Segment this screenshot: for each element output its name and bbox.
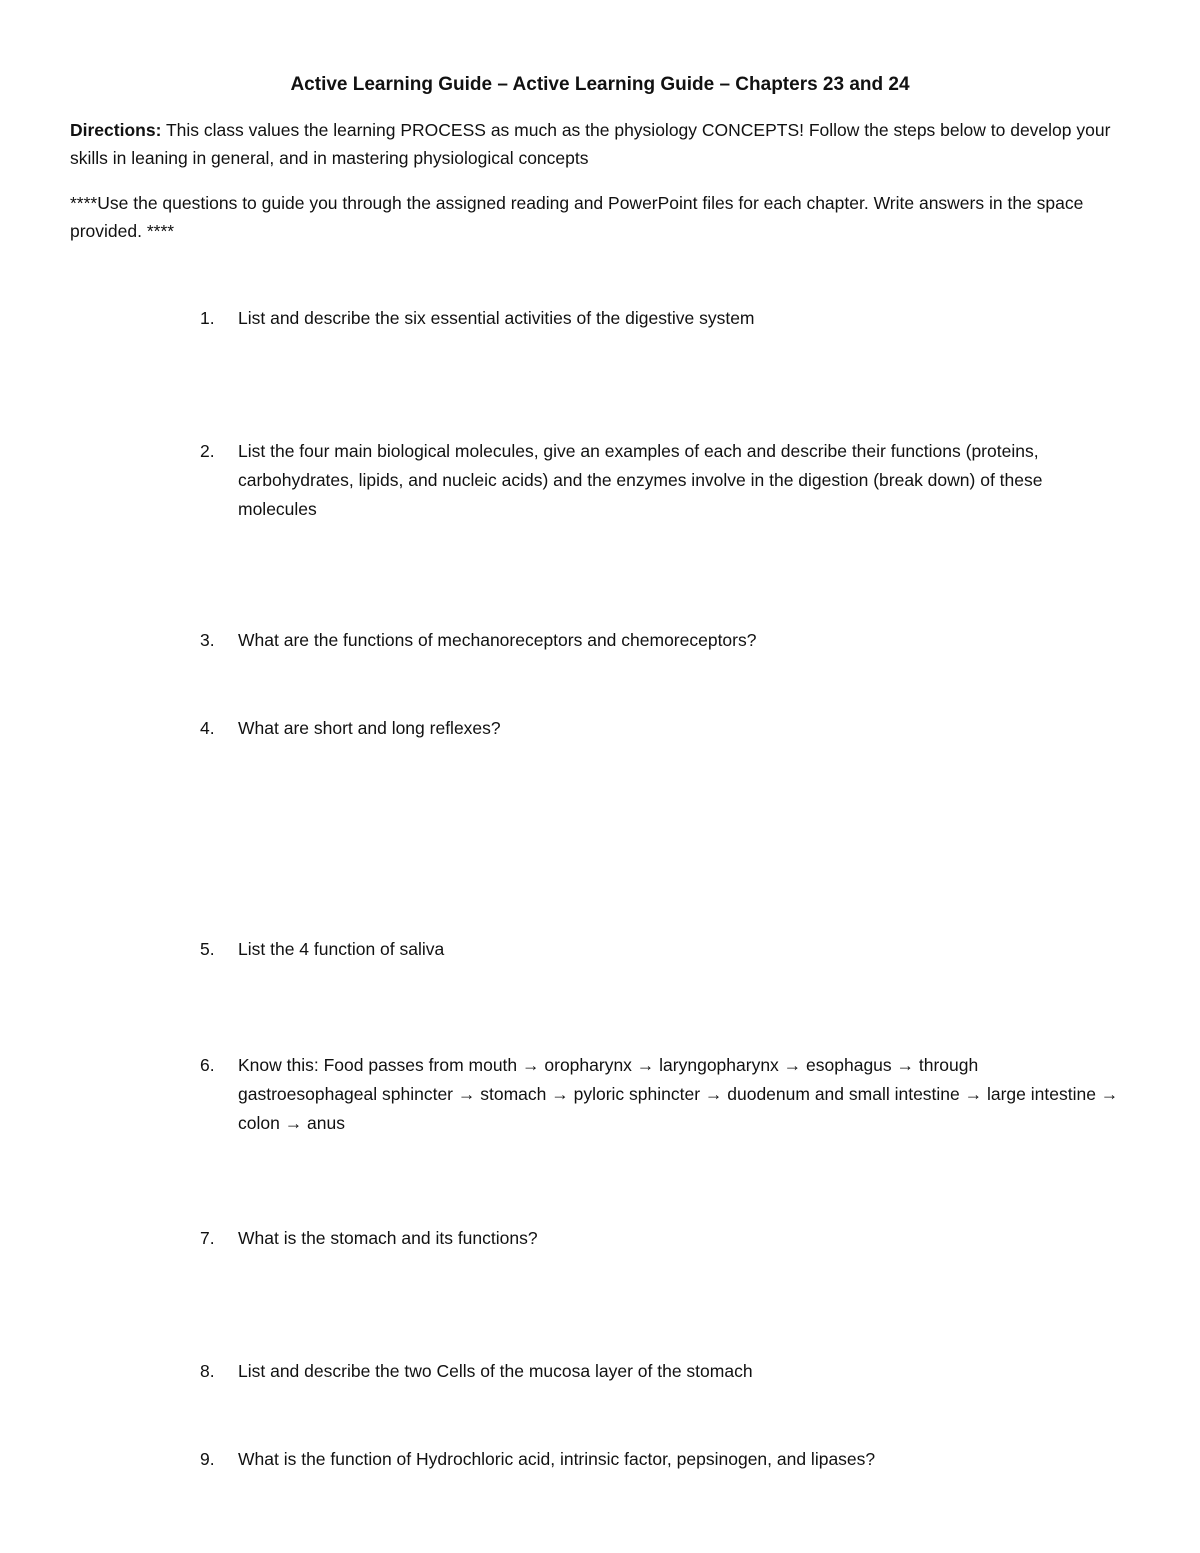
question-number: 9. bbox=[200, 1449, 215, 1469]
instructions-paragraph: ****Use the questions to guide you through the assigned reading and PowerPoint files for each chapter. Write answers in the space provided. **** bbox=[70, 193, 1084, 241]
question-item-5 bbox=[200, 935, 1120, 964]
question-text: What is the function of Hydrochloric acid, intrinsic factor, pepsinogen, and lipases? bbox=[238, 1449, 876, 1469]
directions-label: Directions: bbox=[70, 120, 162, 140]
question-text: What are the functions of mechanoreceptors and chemoreceptors? bbox=[238, 630, 757, 650]
question-item-9 bbox=[200, 1445, 1120, 1474]
question-number: 3. bbox=[200, 630, 215, 650]
directions-paragraph bbox=[70, 116, 1130, 172]
question-number: 7. bbox=[200, 1228, 215, 1248]
question-item-2 bbox=[200, 437, 1120, 524]
question-item-3 bbox=[200, 626, 1120, 655]
question-item-6 bbox=[200, 1051, 1120, 1138]
question-number: 4. bbox=[200, 718, 215, 738]
question-text: List and describe the six essential activities of the digestive system bbox=[238, 308, 755, 328]
question-number: 8. bbox=[200, 1361, 215, 1381]
question-text: List the 4 function of saliva bbox=[238, 939, 445, 959]
question-item-7 bbox=[200, 1224, 1120, 1253]
question-text: List the four main biological molecules, give an examples of each and describe their functions (proteins, carbohydrates, lipids, and nucleic acids) and the enzymes involve in the digestion (break down) of these molecules bbox=[238, 441, 1043, 519]
directions-text: This class values the learning PROCESS as much as the physiology CONCEPTS! Follow the steps below to develop your skills in leaning in general, and in mastering physiological concepts bbox=[70, 120, 1111, 168]
question-number: 2. bbox=[200, 441, 215, 461]
question-text: List and describe the two Cells of the mucosa layer of the stomach bbox=[238, 1361, 753, 1381]
question-number: 5. bbox=[200, 939, 215, 959]
question-item-1 bbox=[200, 304, 1120, 333]
question-item-4 bbox=[200, 714, 1120, 743]
question-text: What are short and long reflexes? bbox=[238, 718, 501, 738]
question-number: 1. bbox=[200, 308, 215, 328]
question-number: 6. bbox=[200, 1055, 215, 1075]
question-item-8 bbox=[200, 1357, 1120, 1386]
question-text: What is the stomach and its functions? bbox=[238, 1228, 538, 1248]
document-title: Active Learning Guide – Active Learning Guide – Chapters 23 and 24 bbox=[290, 74, 910, 95]
question-text: Know this: Food passes from mouth → oropharynx → laryngopharynx → esophagus → through gastroesophageal sphincter → stomach → pyloric sphincter → duodenum and small intestine → large intestine → colon → anus bbox=[238, 1055, 1119, 1133]
